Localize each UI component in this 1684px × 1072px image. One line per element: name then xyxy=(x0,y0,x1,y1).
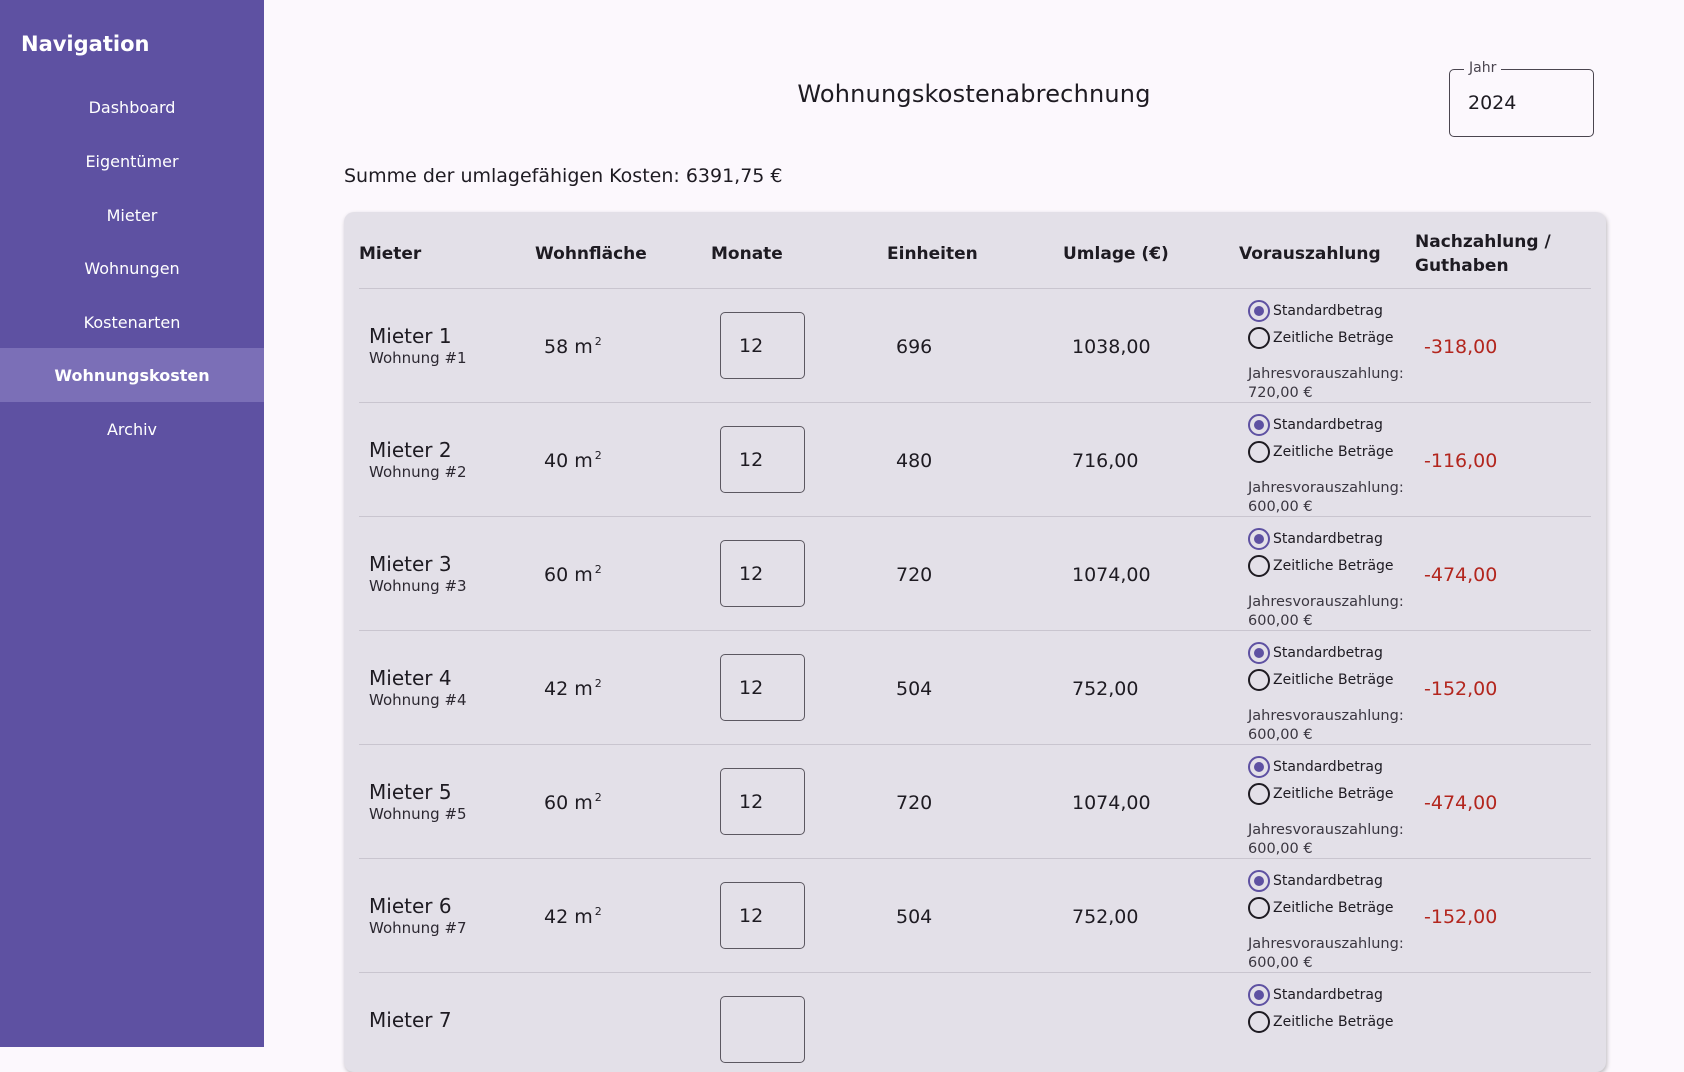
nav-item-dashboard[interactable]: Dashboard xyxy=(88,97,176,117)
table-row xyxy=(344,631,1606,745)
units-value: 480 xyxy=(896,450,933,472)
radio-standard[interactable] xyxy=(1248,642,1270,664)
radio-standard[interactable] xyxy=(1248,870,1270,892)
area-unit: m xyxy=(574,906,593,928)
radio-periodic-label: Zeitliche Beträge xyxy=(1273,672,1394,688)
months-input[interactable] xyxy=(720,426,805,493)
months-input[interactable] xyxy=(720,654,805,721)
area-unit: m xyxy=(574,678,593,700)
radio-standard-label: Standardbetrag xyxy=(1273,987,1383,1003)
living-area-value: 42 xyxy=(544,678,569,700)
radio-periodic-option[interactable] xyxy=(1248,554,1394,578)
radio-periodic-label: Zeitliche Beträge xyxy=(1273,330,1394,346)
table-row xyxy=(344,745,1606,859)
radio-standard-option[interactable] xyxy=(1248,755,1383,779)
table-header xyxy=(344,212,1606,289)
radio-periodic[interactable] xyxy=(1248,783,1270,805)
annual-prepayment-label: Jahresvorauszahlung: xyxy=(1248,708,1404,724)
radio-standard-option[interactable] xyxy=(1248,869,1383,893)
annual-prepayment xyxy=(1248,365,1404,403)
area-exponent: 2 xyxy=(594,449,602,462)
table-row xyxy=(344,403,1606,517)
radio-periodic-option[interactable] xyxy=(1248,440,1394,464)
area-exponent: 2 xyxy=(594,905,602,918)
radio-periodic[interactable] xyxy=(1248,897,1270,919)
living-area-value: 58 xyxy=(544,336,569,358)
radio-periodic[interactable] xyxy=(1248,327,1270,349)
radio-periodic[interactable] xyxy=(1248,441,1270,463)
balance-value: -116,00 xyxy=(1424,450,1498,472)
months-input[interactable] xyxy=(720,540,805,607)
nav-title: Navigation xyxy=(21,32,150,56)
annual-prepayment-value: 720,00 € xyxy=(1248,385,1313,401)
radio-standard-label: Standardbetrag xyxy=(1273,531,1383,547)
annual-prepayment-label: Jahresvorauszahlung: xyxy=(1248,480,1404,496)
column-header-monate: Monate xyxy=(711,244,783,264)
tenant-name: Mieter 6 xyxy=(369,894,452,918)
levy-value: 752,00 xyxy=(1072,906,1139,928)
living-area xyxy=(544,791,602,814)
radio-standard-option[interactable] xyxy=(1248,413,1383,437)
table-row xyxy=(344,517,1606,631)
area-unit: m xyxy=(574,564,593,586)
nav-item-mieter[interactable]: Mieter xyxy=(106,205,158,225)
cost-table xyxy=(344,212,1606,1072)
column-header-mieter: Mieter xyxy=(359,244,422,264)
months-input[interactable] xyxy=(720,882,805,949)
table-row xyxy=(344,289,1606,403)
living-area-value: 60 xyxy=(544,564,569,586)
radio-standard[interactable] xyxy=(1248,528,1270,550)
area-unit: m xyxy=(574,336,593,358)
radio-standard-label: Standardbetrag xyxy=(1273,873,1383,889)
radio-periodic-label: Zeitliche Beträge xyxy=(1273,900,1394,916)
area-exponent: 2 xyxy=(594,335,602,348)
radio-standard-label: Standardbetrag xyxy=(1273,417,1383,433)
nav-item-kostenarten[interactable]: Kostenarten xyxy=(83,312,181,332)
radio-periodic[interactable] xyxy=(1248,555,1270,577)
balance-value: -152,00 xyxy=(1424,678,1498,700)
cost-summary: Summe der umlagefähigen Kosten: 6391,75 € xyxy=(344,165,783,187)
tenant-name: Mieter 5 xyxy=(369,780,452,804)
year-input[interactable] xyxy=(1468,88,1578,118)
column-header-vorauszahlung: Vorauszahlung xyxy=(1239,244,1381,264)
column-header-einheiten: Einheiten xyxy=(887,244,978,264)
radio-standard[interactable] xyxy=(1248,756,1270,778)
annual-prepayment-value: 600,00 € xyxy=(1248,499,1313,515)
radio-periodic-option[interactable] xyxy=(1248,668,1394,692)
column-header-umlage: Umlage (€) xyxy=(1063,244,1169,264)
table-row xyxy=(344,859,1606,973)
nav-item-archiv[interactable]: Archiv xyxy=(106,419,158,439)
area-unit: m xyxy=(574,450,593,472)
living-area xyxy=(544,335,602,358)
living-area-value: 42 xyxy=(544,906,569,928)
area-unit: m xyxy=(574,792,593,814)
year-field[interactable] xyxy=(1449,60,1594,137)
tenant-flat: Wohnung #5 xyxy=(369,805,467,823)
balance-value: -318,00 xyxy=(1424,336,1498,358)
radio-standard-label: Standardbetrag xyxy=(1273,303,1383,319)
levy-value: 716,00 xyxy=(1072,450,1139,472)
radio-periodic-option[interactable] xyxy=(1248,1010,1394,1034)
months-input[interactable] xyxy=(720,996,805,1063)
radio-standard-label: Standardbetrag xyxy=(1273,645,1383,661)
levy-value: 1074,00 xyxy=(1072,792,1151,814)
radio-standard-option[interactable] xyxy=(1248,641,1383,665)
radio-periodic-label: Zeitliche Beträge xyxy=(1273,558,1394,574)
annual-prepayment-value: 600,00 € xyxy=(1248,841,1313,857)
tenant-name: Mieter 2 xyxy=(369,438,452,462)
tenant-flat: Wohnung #7 xyxy=(369,919,467,937)
units-value: 720 xyxy=(896,564,933,586)
page-title: Wohnungskostenabrechnung xyxy=(797,80,1151,108)
year-label: Jahr xyxy=(1464,60,1501,76)
tenant-flat: Wohnung #2 xyxy=(369,463,467,481)
sidebar xyxy=(0,0,264,1047)
tenant-flat: Wohnung #1 xyxy=(369,349,467,367)
levy-value: 752,00 xyxy=(1072,678,1139,700)
radio-periodic-label: Zeitliche Beträge xyxy=(1273,444,1394,460)
annual-prepayment xyxy=(1248,821,1404,859)
units-value: 696 xyxy=(896,336,933,358)
units-value: 720 xyxy=(896,792,933,814)
living-area xyxy=(544,449,602,472)
radio-standard[interactable] xyxy=(1248,300,1270,322)
annual-prepayment-label: Jahresvorauszahlung: xyxy=(1248,822,1404,838)
units-value: 504 xyxy=(896,906,933,928)
column-header-nachzahlung-line1: Nachzahlung / xyxy=(1415,232,1551,252)
tenant-flat: Wohnung #3 xyxy=(369,577,467,595)
table-row xyxy=(344,973,1606,1072)
balance-value: -474,00 xyxy=(1424,564,1498,586)
annual-prepayment-label: Jahresvorauszahlung: xyxy=(1248,366,1404,382)
radio-standard-option[interactable] xyxy=(1248,527,1383,551)
column-header-wohnflaeche: Wohnfläche xyxy=(535,244,647,264)
radio-periodic-option[interactable] xyxy=(1248,782,1394,806)
units-value: 504 xyxy=(896,678,933,700)
months-input[interactable] xyxy=(720,312,805,379)
radio-standard[interactable] xyxy=(1248,414,1270,436)
annual-prepayment xyxy=(1248,479,1404,517)
nav-item-wohnungskosten[interactable]: Wohnungskosten xyxy=(0,348,264,402)
living-area xyxy=(544,905,602,928)
balance-value: -474,00 xyxy=(1424,792,1498,814)
column-header-nachzahlung xyxy=(1415,230,1551,278)
radio-periodic-label: Zeitliche Beträge xyxy=(1273,1014,1394,1030)
radio-periodic-option[interactable] xyxy=(1248,896,1394,920)
radio-periodic-label: Zeitliche Beträge xyxy=(1273,786,1394,802)
annual-prepayment xyxy=(1248,935,1404,973)
living-area-value: 40 xyxy=(544,450,569,472)
area-exponent: 2 xyxy=(594,791,602,804)
radio-standard-option[interactable] xyxy=(1248,983,1383,1007)
annual-prepayment-label: Jahresvorauszahlung: xyxy=(1248,936,1404,952)
nav-item-wohnungen[interactable]: Wohnungen xyxy=(84,258,180,278)
radio-standard[interactable] xyxy=(1248,984,1270,1006)
tenant-name: Mieter 3 xyxy=(369,552,452,576)
annual-prepayment xyxy=(1248,593,1404,631)
annual-prepayment-label: Jahresvorauszahlung: xyxy=(1248,594,1404,610)
annual-prepayment xyxy=(1248,707,1404,745)
annual-prepayment-value: 600,00 € xyxy=(1248,727,1313,743)
area-exponent: 2 xyxy=(594,563,602,576)
levy-value: 1038,00 xyxy=(1072,336,1151,358)
radio-periodic[interactable] xyxy=(1248,1011,1270,1033)
annual-prepayment-value: 600,00 € xyxy=(1248,955,1313,971)
living-area xyxy=(544,563,602,586)
living-area-value: 60 xyxy=(544,792,569,814)
months-input[interactable] xyxy=(720,768,805,835)
tenant-name: Mieter 7 xyxy=(369,1008,452,1032)
nav-item-eigentuemer[interactable]: Eigentümer xyxy=(85,151,179,171)
annual-prepayment-value: 600,00 € xyxy=(1248,613,1313,629)
tenant-flat: Wohnung #4 xyxy=(369,691,467,709)
radio-standard-option[interactable] xyxy=(1248,299,1383,323)
balance-value: -152,00 xyxy=(1424,906,1498,928)
levy-value: 1074,00 xyxy=(1072,564,1151,586)
tenant-name: Mieter 4 xyxy=(369,666,452,690)
radio-periodic-option[interactable] xyxy=(1248,326,1394,350)
column-header-nachzahlung-line2: Guthaben xyxy=(1415,256,1509,276)
radio-periodic[interactable] xyxy=(1248,669,1270,691)
tenant-name: Mieter 1 xyxy=(369,324,452,348)
area-exponent: 2 xyxy=(594,677,602,690)
radio-standard-label: Standardbetrag xyxy=(1273,759,1383,775)
living-area xyxy=(544,677,602,700)
